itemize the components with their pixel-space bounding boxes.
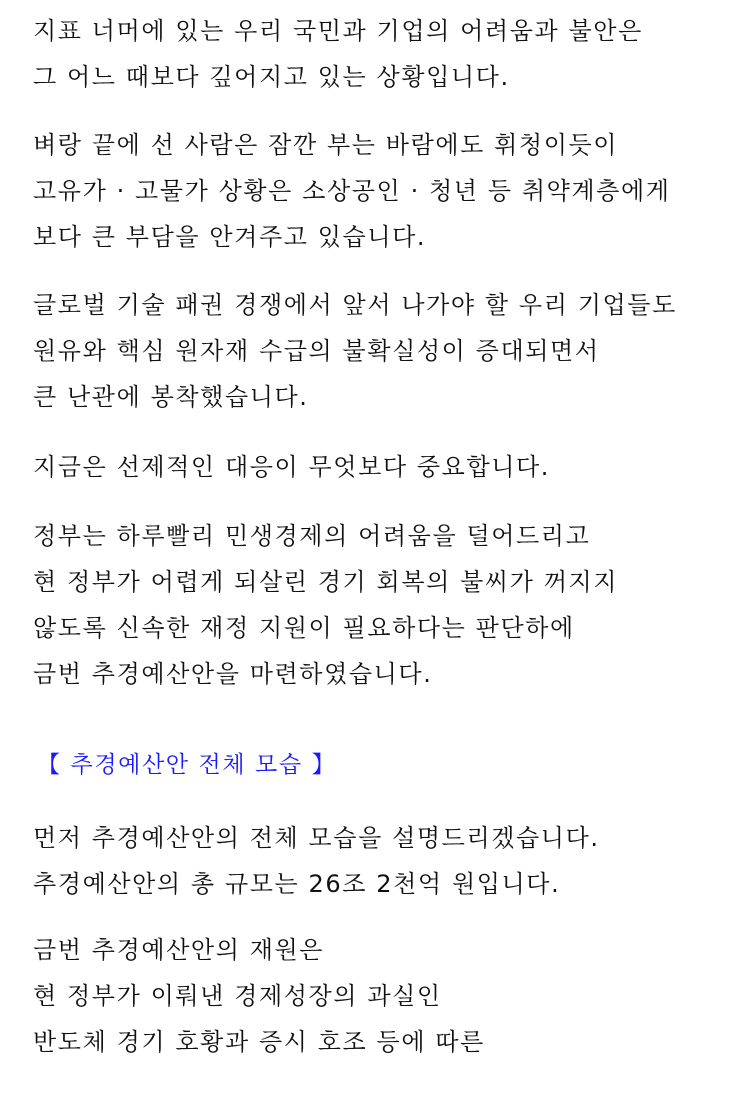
paragraph-1	[33, 8, 643, 100]
text-line: 현 정부가 이뤄낸 경제성장의 과실인	[33, 982, 442, 1010]
paragraph-2	[33, 122, 671, 260]
text-line: 지표 너머에 있는 우리 국민과 기업의 어려움과 불안은	[33, 17, 643, 45]
paragraph-7	[33, 927, 485, 1065]
text-line: 원유와 핵심 원자재 수급의 불확실성이 증대되면서	[33, 337, 600, 365]
text-line: 큰 난관에 봉착했습니다.	[33, 383, 309, 411]
paragraph-3	[33, 282, 677, 420]
section-heading-block	[37, 742, 336, 788]
text-line: 지금은 선제적인 대응이 무엇보다 중요합니다.	[33, 453, 551, 481]
paragraph-6	[33, 815, 600, 907]
text-line: 고유가 · 고물가 상황은 소상공인 · 청년 등 취약계층에게	[33, 177, 671, 205]
text-line: 금번 추경예산안을 마련하였습니다.	[33, 660, 433, 688]
text-line: 그 어느 때보다 깊어지고 있는 상황입니다.	[33, 63, 510, 91]
text-line: 보다 큰 부담을 안겨주고 있습니다.	[33, 223, 427, 251]
paragraph-4	[33, 444, 550, 490]
paragraph-5	[33, 513, 618, 697]
text-line: 현 정부가 어렵게 되살린 경기 회복의 불씨가 꺼지지	[33, 568, 619, 596]
text-line: 금번 추경예산안의 재원은	[33, 936, 325, 964]
section-heading: 【 추경예산안 전체 모습 】	[37, 752, 337, 778]
text-line: 글로벌 기술 패권 경쟁에서 앞서 나가야 할 우리 기업들도	[33, 291, 677, 319]
text-line: 않도록 신속한 재정 지원이 필요하다는 판단하에	[33, 614, 575, 642]
text-line: 먼저 추경예산안의 전체 모습을 설명드리겠습니다.	[33, 824, 600, 852]
text-line: 벼랑 끝에 선 사람은 잠깐 부는 바람에도 휘청이듯이	[33, 131, 619, 159]
text-line: 추경예산안의 총 규모는 26조 2천억 원입니다.	[33, 870, 561, 898]
text-line: 반도체 경기 호황과 증시 호조 등에 따른	[33, 1028, 485, 1056]
text-line: 정부는 하루빨리 민생경제의 어려움을 덜어드리고	[33, 522, 591, 550]
